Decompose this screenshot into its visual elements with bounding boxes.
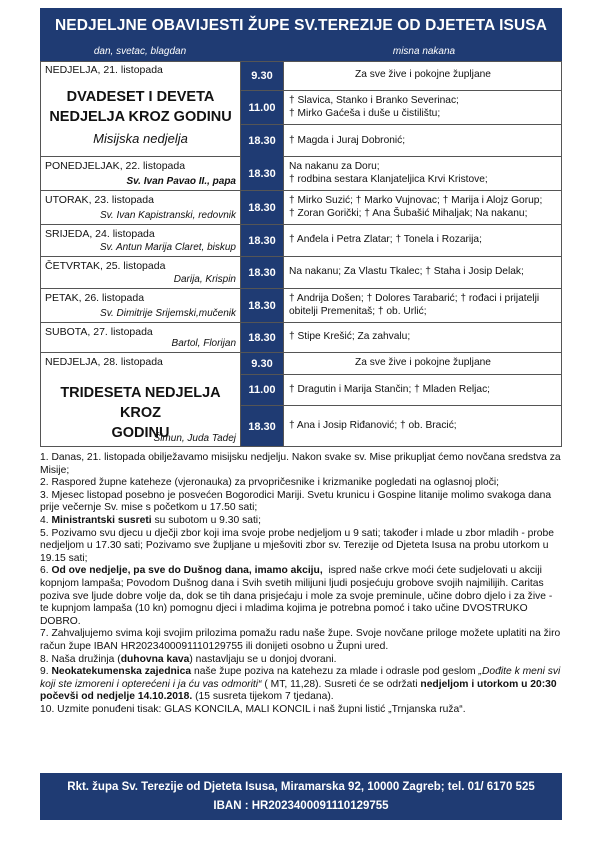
mass-intention: † Dragutin i Marija Stančin; † Mladen Reljac;: [283, 375, 562, 405]
mass-slot: [241, 375, 562, 406]
day-saint: Sv. Ivan Pavao II., papa: [126, 176, 236, 187]
day-date: NEDJELJA, 21. listopada: [45, 64, 163, 76]
mass-intention: Za sve žive i pokojne župljane: [283, 61, 562, 90]
schedule-row-weekday: [40, 289, 562, 323]
day-cell: [40, 191, 241, 224]
footer-iban: IBAN : HR2023400091110129755: [213, 800, 389, 812]
announcements: [40, 452, 562, 716]
mass-intention: Na nakanu za Doru; † rodbina sestara Klanjateljica Krvi Kristove;: [283, 157, 562, 190]
sunday-title-line: GODINU: [111, 425, 170, 441]
mass-time: 18.30: [241, 191, 283, 224]
day-date: PETAK, 26. listopada: [45, 292, 145, 304]
schedule-row-weekday: [40, 257, 562, 289]
schedule-row-weekday: [40, 323, 562, 353]
mass-time: 9.30: [241, 61, 283, 90]
day-date: SRIJEDA, 24. listopada: [45, 228, 155, 240]
day-date: SUBOTA, 27. listopada: [45, 326, 153, 338]
page-title: NEDJELJNE OBAVIJESTI ŽUPE SV.TEREZIJE OD DJETETA ISUSA: [40, 8, 562, 44]
footer: [40, 773, 562, 820]
announcement-item: 2. Raspored župne kateheze (vjeronauka) za prvopričesnike i krizmanike pogledati na oglasnoj ploči;: [40, 477, 500, 489]
header-mass: misna nakana: [392, 46, 456, 57]
day-cell: [40, 61, 241, 156]
day-saint: Darija, Krispin: [173, 274, 236, 285]
announcement-item: 1. Danas, 21. listopada obilježavamo misijsku nedjelju. Nakon svake sv. Mise prikupljat ćemo novčana sredstva za Misije;: [40, 452, 561, 476]
day-saint: Sv. Ivan Kapistranski, redovnik: [100, 210, 236, 221]
mass-intention: † Anđela i Petra Zlatar; † Tonela i Rozarija;: [283, 225, 562, 256]
announcement-item: 10. Uzmite ponuđeni tisak: GLAS KONCILA, MALI KONCIL i naš župni listić „Trnjanska ruža“.: [40, 703, 466, 715]
schedule-row-weekday: [40, 191, 562, 225]
day-saint: Sv. Dimitrije Srijemski,mučenik: [100, 308, 236, 319]
mass-slot: [241, 353, 562, 375]
mass-slot: [241, 406, 562, 447]
footer-address: Rkt. župa Sv. Terezije od Djeteta Isusa, Miramarska 92, 10000 Zagreb; tel. 01/ 6170 525: [67, 781, 535, 793]
mass-time: 18.30: [241, 323, 283, 352]
mass-intention: † Ana i Josip Riđanović; † ob. Bracić;: [283, 406, 562, 447]
day-saint: Bartol, Florijan: [171, 338, 236, 349]
day-cell: [40, 289, 241, 322]
announcement-item: 5. Pozivamo svu djecu u dječji zbor koji ima svoje probe nedjeljom u 9 sati; također i mlade u zbor mladih - probe nedjeljom u 17.30 sati; Pozivamo sve župljane u mješoviti zbor sv. Terezije od Djeteta Isusa na probu utorkom u 19.15 sati;: [40, 527, 554, 564]
schedule-row-weekday: [40, 225, 562, 257]
day-cell: [40, 257, 241, 288]
mass-time: 18.30: [241, 225, 283, 256]
announcement-item: 7. Zahvaljujemo svima koji svojim prilozima pomažu radu naše župe. Svoje novčane priloge možete uplatiti na žiro račun župe IBAN HR2023400091110129755 ili donijeti osobno u Župni ured.: [40, 628, 561, 652]
mass-intention: † Magda i Juraj Dobronić;: [283, 125, 562, 157]
day-saint: Šimun, Juda Tadej: [153, 433, 236, 444]
day-date: NEDJELJA, 28. listopada: [45, 356, 163, 368]
mass-slot: [241, 125, 562, 157]
day-date: UTORAK, 23. listopada: [45, 194, 154, 206]
mass-intention: † Mirko Suzić; † Marko Vujnovac; † Marija i Alojz Gorup; † Zoran Gorički; † Ana Šubašić Mihaljak; Na nakanu;: [283, 191, 562, 224]
schedule-row-sunday-2: [40, 353, 562, 447]
mass-time: 9.30: [241, 353, 283, 374]
sunday-title-line: TRIDESETA NEDJELJA KROZ: [60, 385, 221, 421]
mass-time: 11.00: [241, 375, 283, 405]
mass-time: 11.00: [241, 91, 283, 124]
mass-intention: † Andrija Došen; † Dolores Tarabarić; † rođaci i prijatelji obitelji Premenitaš; † ob. Urlić;: [283, 289, 562, 322]
announcement-item: 6. Od ove nedjelje, pa sve do Dušnog dana, imamo akciju, ispred naše crkve moći ćete sudjelovati u akciji kopnjom lampaša; Povodom Dušnog dana i Svih svetih milijuni ljudi posjećuju grobove svojih najmilijih. Caritas poziva sve ljude dobre volje da, dok se tih dana prisjećaju i mole za svoje preminule, učine dobro djelo i za žive - te kupnjom lampaša (10 kn) pomognu djeci i mladima kojima je potrebna pomoć i tako učine DVOSTRUKO DOBRO.: [40, 565, 553, 627]
sunday-title-line: DVADESET I DEVETA: [66, 89, 215, 105]
mass-intention: † Slavica, Stanko i Branko Severinac; † Mirko Gaćeša i duše u čistilištu;: [283, 91, 562, 124]
mass-intention: Na nakanu; Za Vlastu Tkalec; † Staha i Josip Delak;: [283, 257, 562, 288]
schedule-row-sunday-1: [40, 61, 562, 157]
header-day: dan, svetac, blagdan: [93, 46, 187, 57]
day-date: ČETVRTAK, 25. listopada: [45, 260, 166, 272]
sunday-title-line: NEDJELJA KROZ GODINU: [49, 109, 232, 125]
announcement-item: 4. Ministrantski susreti su subotom u 9.30 sati;: [40, 514, 261, 526]
mass-intention: Za sve žive i pokojne župljane: [283, 353, 562, 374]
day-cell: [40, 157, 241, 190]
day-cell: [40, 225, 241, 256]
mass-time: 18.30: [241, 157, 283, 190]
mass-slot: [241, 61, 562, 91]
day-date: PONEDJELJAK, 22. listopada: [45, 160, 186, 172]
announcement-item: 9. Neokatekumenska zajednica naše župe poziva na katehezu za mlade i odrasle pod geslom „Dođite k meni svi koji ste izmoreni i opterećeni i ja ću vas odmoriti“ ( MT, 11,28). Susreti će se održati nedjeljom i utorkom u 20:30 počevši od nedjelje 14.10.2018. (15 susreta tijekom 7 tjedana).: [40, 666, 561, 703]
announcement-item: 8. Naša družinja (duhovna kava) nastavljaju se u donjoj dvorani.: [40, 653, 337, 665]
mass-intention: † Stipe Krešić; Za zahvalu;: [283, 323, 562, 352]
schedule-row-weekday: [40, 157, 562, 191]
day-cell: [40, 353, 241, 447]
mass-slot: [241, 91, 562, 125]
mass-time: 18.30: [241, 257, 283, 288]
mass-time: 18.30: [241, 406, 283, 447]
mass-time: 18.30: [241, 125, 283, 157]
day-cell: [40, 323, 241, 352]
mass-time: 18.30: [241, 289, 283, 322]
announcement-item: 3. Mjesec listopad posebno je posvećen Bogorodici Mariji. Svetu krunicu i Gospine litanije molimo svakoga dana prije večernje Sv. mise s početkom u 17.50 sati;: [40, 489, 552, 514]
sunday-title: [40, 87, 241, 127]
sunday-subtitle: Misijska nedjelja: [93, 131, 188, 146]
day-saint: Sv. Antun Marija Claret, biskup: [99, 242, 236, 253]
schedule-header: [40, 44, 562, 61]
